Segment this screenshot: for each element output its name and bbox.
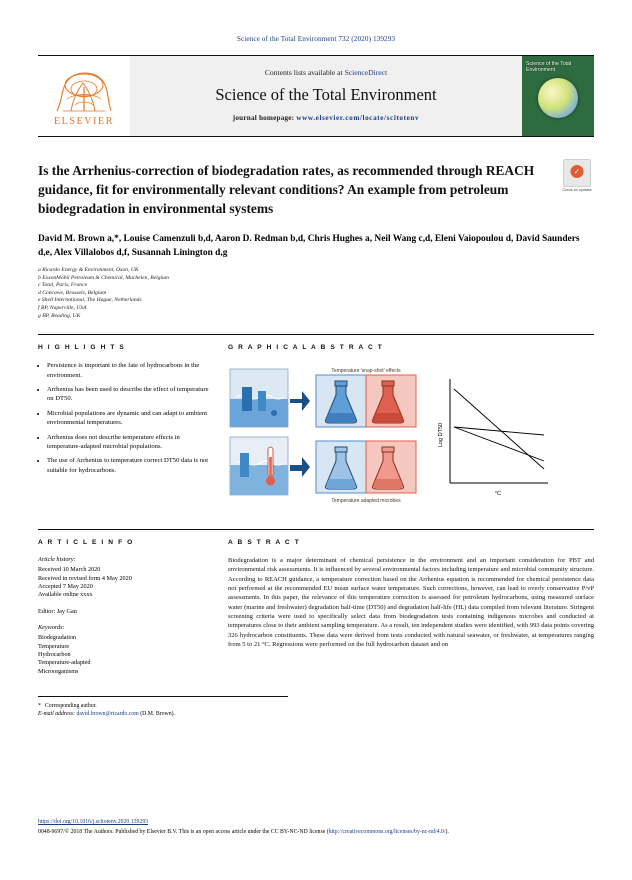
keywords-label: Keywords: (38, 624, 65, 632)
publisher-logo (38, 56, 130, 136)
affiliation-item: f BP, Naperville, USA (38, 304, 87, 311)
journal-cover-image (522, 56, 594, 136)
journal-title: Science of the Total Environment (215, 85, 437, 104)
doi-link[interactable]: https://doi.org/10.1016/j.scitotenv.2020.139293 (38, 819, 149, 826)
copyright-text: 0048-9697/© 2018 The Authors. Published by Elsevier B.V. This is an open access article under the CC BY-NC-ND license ( (38, 828, 329, 835)
corresponding-text: Corresponding author. (44, 703, 97, 710)
graphical-abstract-heading: G R A P H I C A L A B S T R A C T (228, 344, 384, 352)
list-item: • The use of Arrhenius to temperature correct DT50 data is not suitable for hydrocarbons. (47, 456, 210, 475)
graphical-abstract-section (228, 344, 594, 511)
abstract-section (228, 539, 594, 676)
elsevier-tree-icon (53, 69, 115, 115)
globe-icon (538, 78, 578, 118)
journal-masthead (38, 55, 594, 137)
history-item: Received in revised form 4 May 2020 (38, 574, 132, 582)
journal-homepage-line (233, 114, 419, 122)
editor-line: Editor: Jay Gan (38, 607, 77, 615)
cover-title: Science of the Total Environment (526, 61, 572, 73)
keyword-item: Hydrocarbon (38, 651, 71, 658)
highlights-heading: H I G H L I G H T S (38, 344, 126, 352)
page-title: Is the Arrhenius-correction of biodegradation rates, as recommended through REACH guidance, fit for environmentally relevant conditions? An example from petroleum biodegradation in environmental systems (38, 163, 535, 216)
highlights-section (38, 344, 210, 511)
title-block (38, 161, 594, 218)
info-and-abstract (38, 529, 594, 676)
contents-available-line (265, 68, 387, 77)
sciencedirect-link[interactable]: ScienceDirect (344, 68, 388, 77)
keyword-item: Biodegradation (38, 634, 77, 642)
journal-reference: Science of the Total Environment 732 (2020) 139293 (236, 35, 396, 43)
article-history-label: Article history: (38, 556, 76, 564)
keyword-item: Microorganisms (38, 667, 79, 675)
crossmark-label: Check for updates (562, 188, 592, 192)
affiliation-item: a Ricardo Energy & Environment, Oxon, UK (38, 267, 139, 273)
graphical-abstract-figure (228, 361, 594, 511)
cover-art (522, 56, 594, 136)
author-list: David M. Brown a,*, Louise Camenzuli b,d, Aaron D. Redman b,d, Chris Hughes a, Neil Wang c,d, Eleni Vaiopoulou d, David Saunders d,e, Alex Villalobos d,f, Susannah Linington d,g (38, 234, 580, 258)
abstract-text: Biodegradation is a major determinant of chemical persistence in the environment and an important consideration for PBT and environmental risk assessments. It is influenced by several environmental factors including temperature and microbial community structure. According to REACH guidance, a temperature correction based on the Arrhenius equation is recommended for chemical persistence data not performed at the recommended EU mean surface water temperature. Such corrections, however, can lead to overly conservative P/vP assessments. In this paper, the relevance of this temperature correction is assessed for petroleum hydrocarbons, using measured surface water (marine and freshwater) degradation half-time (DT50) and degradation half-life (HL) data compiled from relevant literature. Stringent screening criteria were used to specifically select data from biodegradation tests containing indigenous microbes and conducted at temperatures close to their ambient sampling temperature. As a result, ten independent studies were identified, with 993 data points covering 326 hydrocarbon constituents. These data were derived from tests conducted with natural seawater, or freshwater, at temperatures ranging from 5 to 21 °C. Regressions were performed on the full hydrocarbon dataset and on (228, 557, 594, 648)
abstract-heading: A B S T R A C T (228, 539, 301, 547)
crossmark-icon[interactable] (563, 159, 591, 187)
spacer (38, 616, 210, 624)
history-item: Accepted 7 May 2020 (38, 582, 93, 590)
email-link[interactable]: david.brown@ricardo.com (76, 711, 139, 718)
keyword-item: Temperature-adapted (38, 659, 91, 667)
history-item: Available online xxxx (38, 591, 93, 599)
affiliation-item: e Shell International, The Hague, Netherlands (38, 297, 142, 304)
homepage-url[interactable]: www.elsevier.com/locate/scitotenv (296, 114, 420, 122)
list-item: • Arrhenius has been used to describe the effect of temperature on DT50. (47, 385, 210, 404)
footnote-marker: * (38, 703, 41, 710)
publisher-name: ELSEVIER (53, 115, 115, 127)
svg-text:Temperature 'snap-shot' effect: Temperature 'snap-shot' effects (331, 368, 401, 375)
check-icon: ✓ (573, 167, 581, 176)
list-item: • Arrhenius does not describe temperature effects in temperature-adapted microbial populations. (47, 433, 210, 452)
email-line (38, 710, 288, 718)
affiliation-item: d Concawe, Brussels, Belgium (38, 289, 107, 296)
article-info-heading: A R T I C L E I N F O (38, 539, 134, 547)
footer (38, 818, 594, 836)
article-first-page (0, 35, 632, 880)
graphical-abstract-image (228, 361, 558, 511)
svg-text:°C: °C (494, 491, 502, 498)
keyword-item: Temperature (38, 642, 70, 650)
list-item: • Microbial populations are dynamic and can adapt to ambient environmental temperatures. (47, 409, 210, 428)
affiliation-item: b ExxonMobil Petroleum & Chemical, Machelen, Belgium (38, 274, 169, 281)
highlights-and-graphical-abstract (38, 334, 594, 511)
affiliation-item: g BP, Reading, UK (38, 312, 81, 319)
contents-prefix: Contents lists available at (264, 68, 345, 77)
masthead-center (130, 56, 522, 136)
license-link[interactable]: http://creativecommons.org/licenses/by-nc-nd/4.0/ (328, 828, 446, 835)
affiliation-item: c Total, Paris, France (38, 282, 88, 289)
affiliation-list (38, 267, 594, 320)
highlights-list (38, 361, 210, 475)
svg-text:Temperature adapted microbes: Temperature adapted microbes (331, 498, 401, 505)
copyright-end: ). (445, 828, 449, 835)
homepage-label: journal homepage: (232, 114, 297, 122)
email-label: E-mail address: (38, 711, 75, 718)
email-owner: (D.M. Brown). (140, 711, 175, 718)
corresponding-author-note (38, 696, 288, 718)
article-info-section (38, 539, 210, 676)
list-item: • Persistence is important to the fate of hydrocarbons in the environment. (47, 361, 210, 380)
spacer (38, 600, 210, 608)
copyright-line (38, 828, 594, 836)
svg-text:Log DT50: Log DT50 (438, 423, 444, 448)
crossmark-badge[interactable] (560, 159, 594, 192)
history-item: Received 10 March 2020 (38, 566, 101, 574)
